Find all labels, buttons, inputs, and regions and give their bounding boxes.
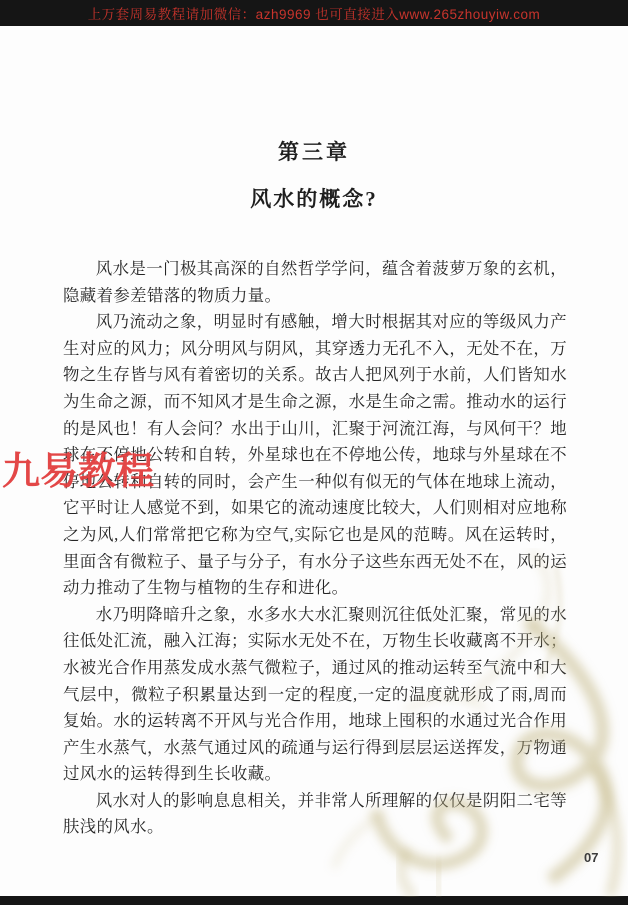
- header-ad-bar: [0, 0, 628, 26]
- paragraph: 风乃流动之象，明显时有感触，增大时根据其对应的等级风力产生对应的风力；风分明风与阴风，其穿透力无孔不入，无处不在，万物之生存皆与风有着密切的关系。故古人把风列于水前，人们皆知水为生命之源，而不知风才是生命之源，水是生命之需。推动水的运行的是风也！有人会问？水出于山川，汇聚于河流江海，与风何干？地球在不停地公转和自转，外星球也在不停地公传，地球与外星球在不停地公转和自转的同时，会产生一种似有似无的气体在地球上流动，它平时让人感觉不到，如果它的流动速度比较大，人们则相对应地称之为风,人们常常把它称为空气,实际它也是风的范畴。风在运转时，里面含有微粒子、量子与分子，有水分子这些东西无处不在，风的运动力推动了生物与植物的生存和进化。: [63, 312, 567, 598]
- paragraph: 风水是一门极其高深的自然哲学学问，蕴含着菠萝万象的玄机，隐藏着参差错落的物质力量。: [63, 259, 567, 305]
- page-number: 07: [584, 850, 599, 865]
- chapter-title: 第三章: [278, 140, 350, 164]
- paragraph: 水乃明降暗升之象，水多水大水汇聚则沉往低处汇聚，常见的水往低处汇流，融入江海；实际水无处不在，万物生长收藏离不开水；水被光合作用蒸发成水蒸气微粒子，通过风的推动运转至气流中和大气层中，微粒子积累量达到一定的程度,一定的温度就形成了雨,周而复始。水的运转离不开风与光合作用，地球上囤积的水通过光合作用产生水蒸气，水蒸气通过风的疏通与运行得到层层运送挥发，万物通过风水的运转得到生长收藏。: [63, 604, 567, 784]
- header-ad-text: 上万套周易教程请加微信：azh9969 也可直接进入www.265zhouyiw.com: [87, 7, 541, 22]
- footer-bar: [0, 896, 628, 905]
- paragraph: 风水对人的影响息息相关，并非常人所理解的仅仅是阴阳二宅等肤浅的风水。: [63, 790, 567, 837]
- chapter-subtitle: 风水的概念?: [250, 187, 378, 211]
- watermark-text: 九易教程: [2, 451, 155, 493]
- body-text: [63, 256, 567, 841]
